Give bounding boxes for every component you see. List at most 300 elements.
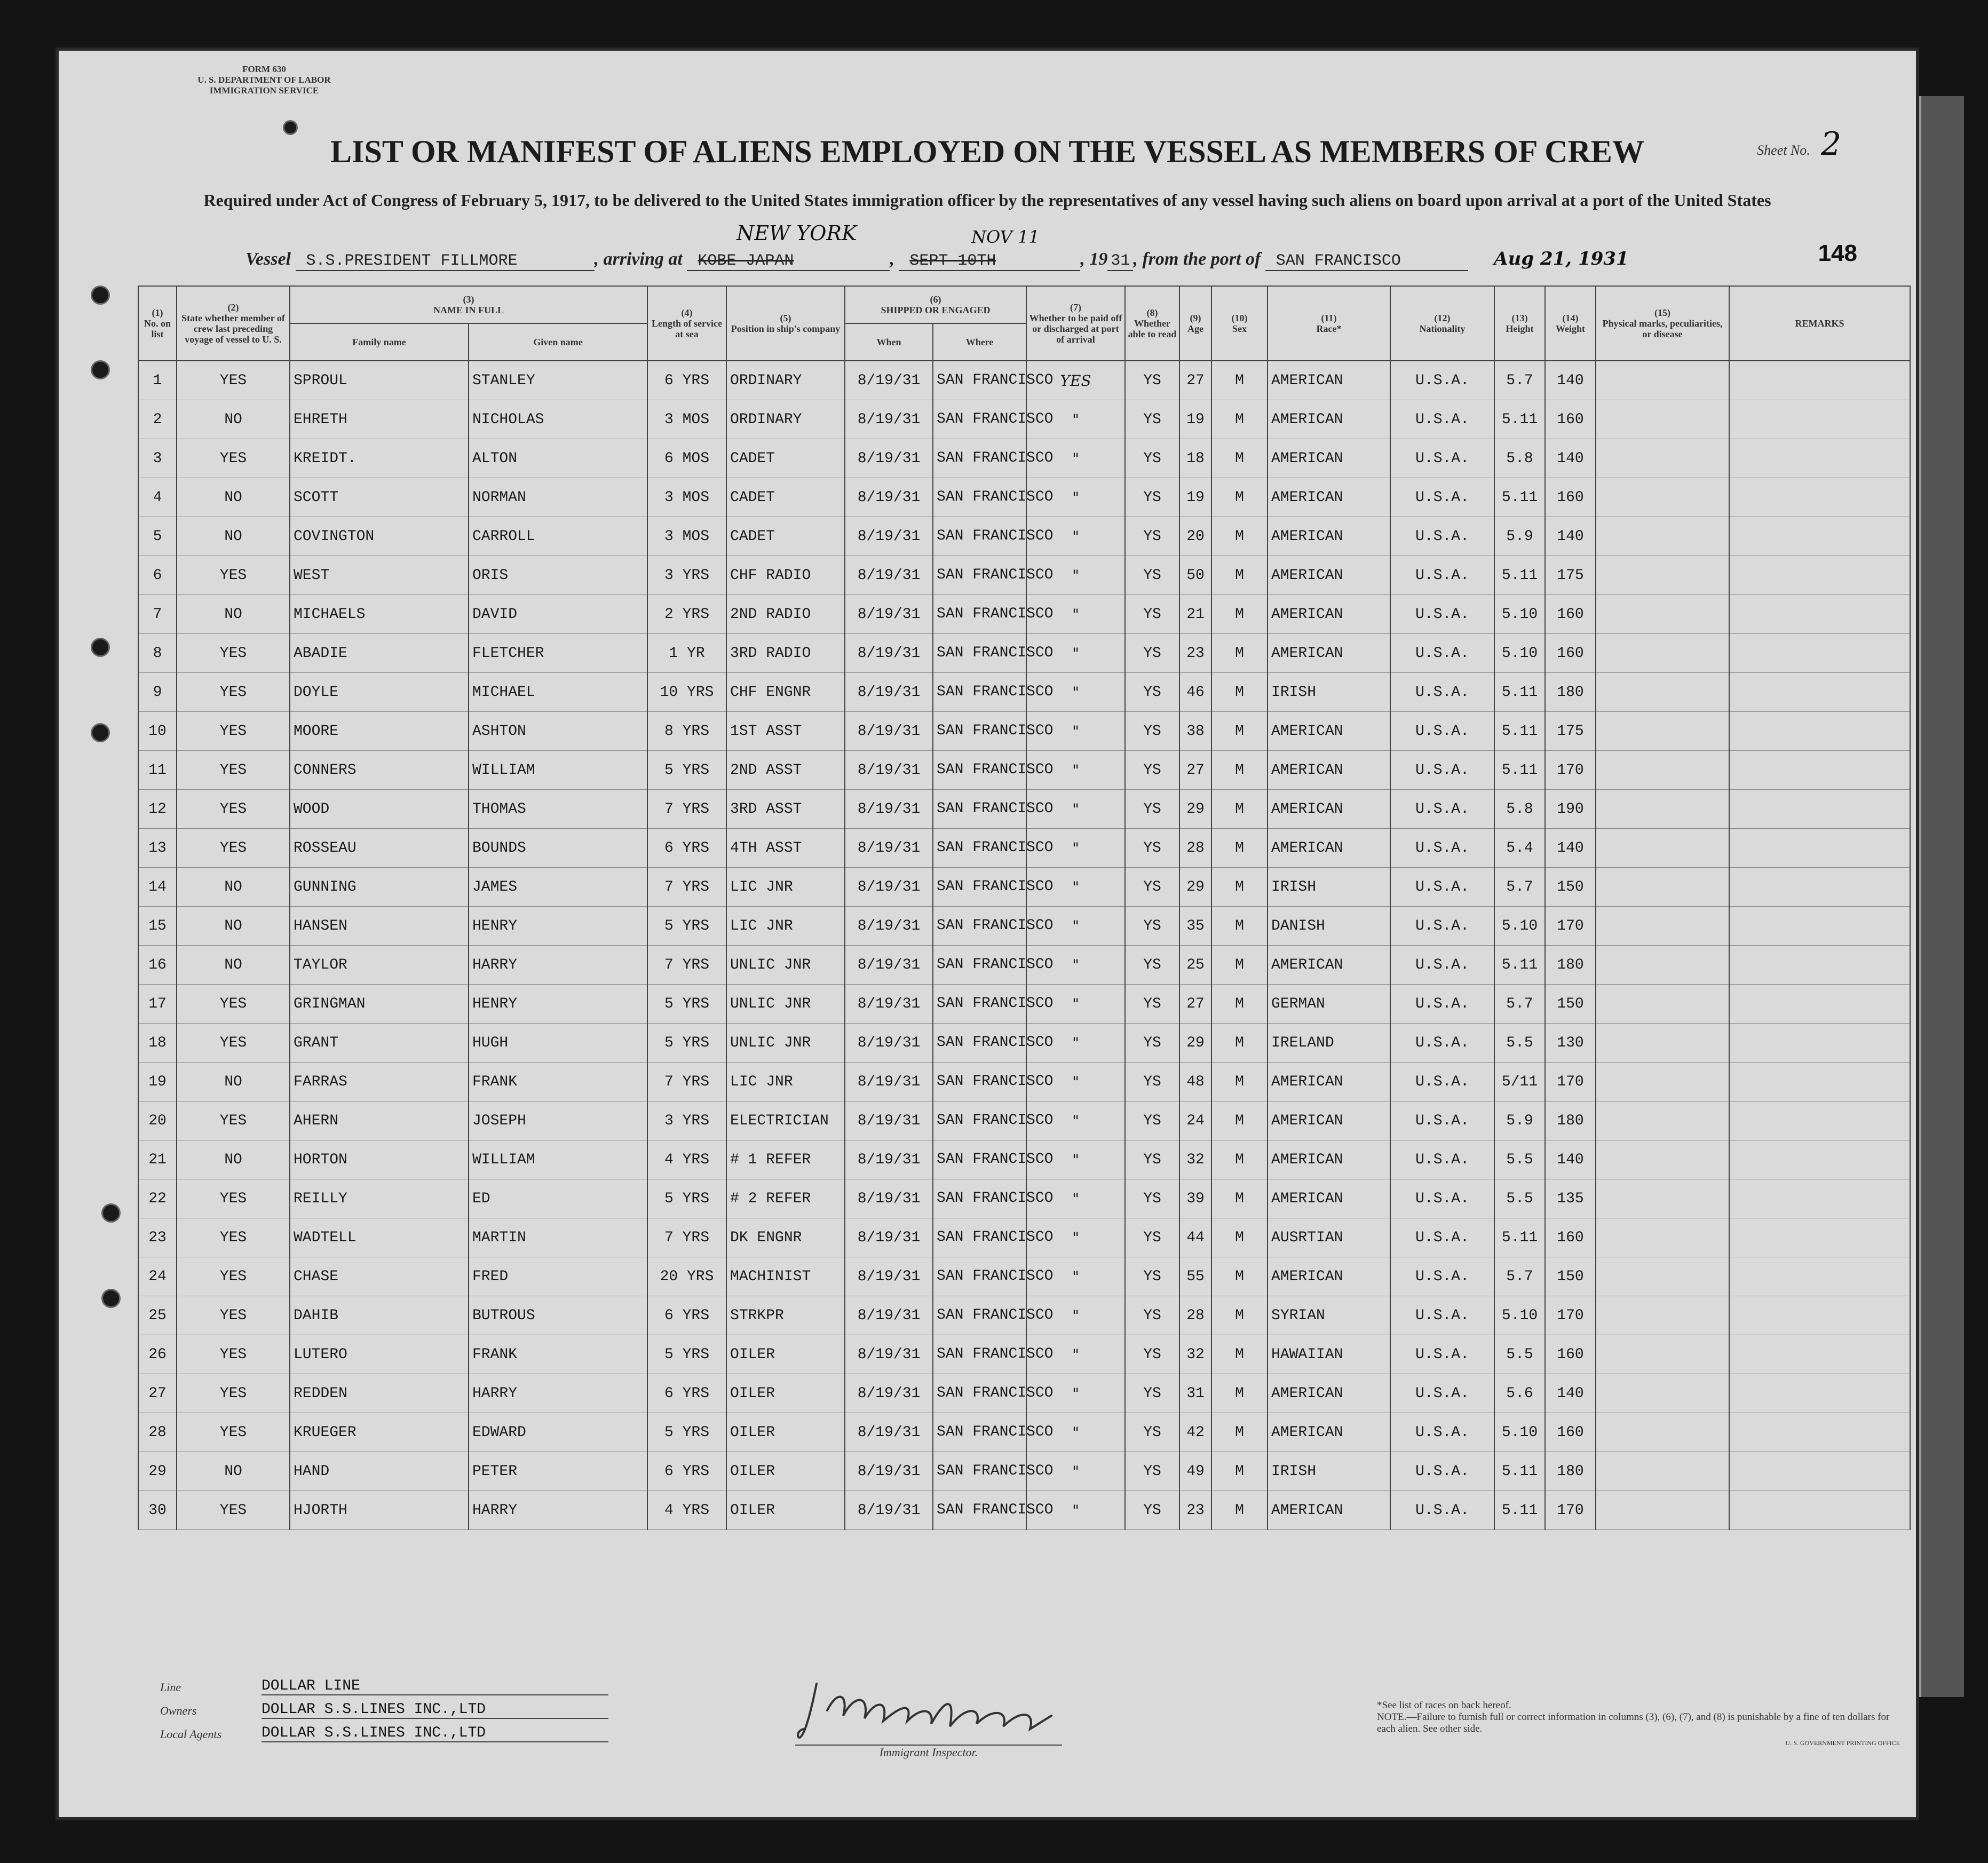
row-number: 18 — [138, 1024, 177, 1063]
previous-voyage-cell: YES — [177, 1374, 290, 1413]
race-cell: AMERICAN — [1268, 1179, 1390, 1218]
weight-cell: 160 — [1545, 478, 1596, 517]
remarks-cell — [1729, 595, 1910, 634]
shipped-when-cell: 8/19/31 — [845, 361, 933, 400]
shipped-where-cell: SAN FRANCISCO — [933, 1296, 1026, 1335]
remarks-cell — [1729, 439, 1910, 478]
paid-off-cell: " — [1026, 1257, 1125, 1296]
previous-voyage-cell: YES — [177, 1179, 290, 1218]
height-cell: 5.7 — [1494, 361, 1545, 400]
able-read-cell: YS — [1125, 1413, 1179, 1452]
position-cell: 3RD ASST — [726, 790, 845, 829]
age-cell: 23 — [1179, 1491, 1211, 1530]
given-name-cell: FRANK — [469, 1063, 647, 1101]
age-cell: 29 — [1179, 1024, 1211, 1063]
given-name-cell: CARROLL — [469, 517, 647, 556]
weight-cell: 135 — [1545, 1179, 1596, 1218]
height-cell: 5.5 — [1494, 1179, 1545, 1218]
race-cell: AMERICAN — [1268, 1101, 1390, 1140]
remarks-cell — [1729, 1257, 1910, 1296]
age-cell: 39 — [1179, 1179, 1211, 1218]
family-name-cell: KREIDT. — [290, 439, 469, 478]
nationality-cell: U.S.A. — [1390, 907, 1494, 946]
weight-cell: 170 — [1545, 1063, 1596, 1101]
nationality-cell: U.S.A. — [1390, 595, 1494, 634]
row-number: 22 — [138, 1179, 177, 1218]
height-cell: 5.10 — [1494, 1413, 1545, 1452]
able-read-cell: YS — [1125, 1296, 1179, 1335]
previous-voyage-cell: YES — [177, 673, 290, 712]
given-name-cell: WILLIAM — [469, 751, 647, 790]
age-cell: 35 — [1179, 907, 1211, 946]
shipped-where-cell: SAN FRANCISCO — [933, 1140, 1026, 1179]
nationality-cell: U.S.A. — [1390, 1335, 1494, 1374]
height-cell: 5.11 — [1494, 673, 1545, 712]
shipped-where-cell: SAN FRANCISCO — [933, 1413, 1026, 1452]
sex-cell: M — [1211, 634, 1268, 673]
family-name-cell: DAHIB — [290, 1296, 469, 1335]
footer-notes — [1377, 1700, 1900, 1749]
weight-cell: 170 — [1545, 751, 1596, 790]
race-cell: IRISH — [1268, 673, 1390, 712]
arriving-port-typed: KOBE JAPAN — [687, 252, 890, 271]
sex-cell: M — [1211, 1024, 1268, 1063]
shipped-where-cell: SAN FRANCISCO — [933, 1452, 1026, 1491]
shipped-when-cell: 8/19/31 — [845, 1491, 933, 1530]
shipped-where-cell: SAN FRANCISCO — [933, 829, 1026, 868]
sex-cell: M — [1211, 1218, 1268, 1257]
remarks-cell — [1729, 1063, 1910, 1101]
family-name-cell: FARRAS — [290, 1063, 469, 1101]
shipped-when-cell: 8/19/31 — [845, 868, 933, 907]
manifest-page — [59, 51, 1916, 1817]
service-length-cell: 6 YRS — [647, 1374, 726, 1413]
family-name-cell: ABADIE — [290, 634, 469, 673]
physical-marks-cell — [1596, 673, 1729, 712]
shipped-where-cell: SAN FRANCISCO — [933, 1101, 1026, 1140]
race-cell: AMERICAN — [1268, 1491, 1390, 1530]
row-number: 3 — [138, 439, 177, 478]
paid-off-cell: " — [1026, 1413, 1125, 1452]
given-name-cell: ASHTON — [469, 712, 647, 751]
table-row — [138, 634, 1910, 673]
service-length-cell: 3 YRS — [647, 1101, 726, 1140]
family-name-cell: DOYLE — [290, 673, 469, 712]
given-name-cell: BUTROUS — [469, 1296, 647, 1335]
remarks-cell — [1729, 478, 1910, 517]
physical-marks-cell — [1596, 1218, 1729, 1257]
given-name-cell: HARRY — [469, 1374, 647, 1413]
nationality-cell: U.S.A. — [1390, 1218, 1494, 1257]
row-number: 4 — [138, 478, 177, 517]
service-length-cell: 4 YRS — [647, 1491, 726, 1530]
height-cell: 5.7 — [1494, 1257, 1545, 1296]
table-row — [138, 1452, 1910, 1491]
service-length-cell: 7 YRS — [647, 946, 726, 985]
weight-cell: 160 — [1545, 1413, 1596, 1452]
paid-off-cell: " — [1026, 1140, 1125, 1179]
race-cell: AMERICAN — [1268, 556, 1390, 595]
height-cell: 5.10 — [1494, 595, 1545, 634]
nationality-cell: U.S.A. — [1390, 712, 1494, 751]
able-read-cell: YS — [1125, 1024, 1179, 1063]
able-read-cell: YS — [1125, 361, 1179, 400]
shipped-when-cell: 8/19/31 — [845, 1374, 933, 1413]
nationality-cell: U.S.A. — [1390, 400, 1494, 439]
weight-cell: 190 — [1545, 790, 1596, 829]
page-subtitle: Required under Act of Congress of February 5, 1917, to be delivered to the United States immigration officer by the representatives of any vessel having such aliens on board upon arrival at a port of the United States — [203, 191, 1771, 210]
height-cell: 5.6 — [1494, 1374, 1545, 1413]
physical-marks-cell — [1596, 712, 1729, 751]
race-cell: AMERICAN — [1268, 634, 1390, 673]
age-cell: 25 — [1179, 946, 1211, 985]
sex-cell: M — [1211, 1063, 1268, 1101]
shipped-where-cell: SAN FRANCISCO — [933, 595, 1026, 634]
table-row — [138, 400, 1910, 439]
table-row — [138, 946, 1910, 985]
weight-cell: 160 — [1545, 595, 1596, 634]
shipped-when-cell: 8/19/31 — [845, 439, 933, 478]
col-age: (9) Age — [1179, 286, 1211, 361]
physical-marks-cell — [1596, 1257, 1729, 1296]
col-sex: (10) Sex — [1211, 286, 1268, 361]
row-number: 1 — [138, 361, 177, 400]
shipped-where-cell: SAN FRANCISCO — [933, 907, 1026, 946]
race-cell: AMERICAN — [1268, 1413, 1390, 1452]
height-cell: 5.4 — [1494, 829, 1545, 868]
remarks-cell — [1729, 868, 1910, 907]
weight-cell: 170 — [1545, 907, 1596, 946]
race-cell: AMERICAN — [1268, 751, 1390, 790]
physical-marks-cell — [1596, 1296, 1729, 1335]
shipped-when-cell: 8/19/31 — [845, 790, 933, 829]
age-cell: 32 — [1179, 1140, 1211, 1179]
row-number: 27 — [138, 1374, 177, 1413]
sex-cell: M — [1211, 1296, 1268, 1335]
position-cell: OILER — [726, 1374, 845, 1413]
previous-voyage-cell: YES — [177, 1491, 290, 1530]
able-read-cell: YS — [1125, 751, 1179, 790]
service-length-cell: 3 MOS — [647, 478, 726, 517]
previous-voyage-cell: NO — [177, 595, 290, 634]
weight-cell: 140 — [1545, 1374, 1596, 1413]
row-number: 16 — [138, 946, 177, 985]
shipped-where-cell: SAN FRANCISCO — [933, 946, 1026, 985]
family-name-cell: SCOTT — [290, 478, 469, 517]
table-row — [138, 517, 1910, 556]
age-cell: 23 — [1179, 634, 1211, 673]
age-cell: 50 — [1179, 556, 1211, 595]
shipped-when-cell: 8/19/31 — [845, 595, 933, 634]
binder-tab — [1916, 96, 1964, 1697]
table-row — [138, 712, 1910, 751]
able-read-cell: YS — [1125, 439, 1179, 478]
service-length-cell: 6 YRS — [647, 1296, 726, 1335]
height-cell: 5.11 — [1494, 400, 1545, 439]
family-name-cell: GRANT — [290, 1024, 469, 1063]
given-name-cell: JOSEPH — [469, 1101, 647, 1140]
remarks-cell — [1729, 517, 1910, 556]
given-name-cell: HARRY — [469, 946, 647, 985]
age-cell: 29 — [1179, 868, 1211, 907]
previous-voyage-cell: YES — [177, 790, 290, 829]
col-no: (1) No. on list — [138, 286, 177, 361]
race-cell: GERMAN — [1268, 985, 1390, 1024]
able-read-cell: YS — [1125, 400, 1179, 439]
family-name-cell: EHRETH — [290, 400, 469, 439]
physical-marks-cell — [1596, 634, 1729, 673]
shipped-when-cell: 8/19/31 — [845, 517, 933, 556]
shipped-when-cell: 8/19/31 — [845, 1140, 933, 1179]
shipped-when-cell: 8/19/31 — [845, 478, 933, 517]
shipped-where-cell: SAN FRANCISCO — [933, 1374, 1026, 1413]
remarks-cell — [1729, 1374, 1910, 1413]
weight-cell: 140 — [1545, 517, 1596, 556]
service-length-cell: 6 YRS — [647, 1452, 726, 1491]
age-cell: 28 — [1179, 1296, 1211, 1335]
able-read-cell: YS — [1125, 1491, 1179, 1530]
row-number: 6 — [138, 556, 177, 595]
punch-hole — [91, 360, 110, 379]
position-cell: UNLIC JNR — [726, 946, 845, 985]
age-cell: 44 — [1179, 1218, 1211, 1257]
row-number: 11 — [138, 751, 177, 790]
col-height: (13) Height — [1494, 286, 1545, 361]
inspector-label: Immigrant Inspector. — [795, 1745, 1062, 1759]
vessel-name: S.S.PRESIDENT FILLMORE — [296, 252, 595, 271]
remarks-cell — [1729, 634, 1910, 673]
previous-voyage-cell: YES — [177, 1335, 290, 1374]
sex-cell: M — [1211, 751, 1268, 790]
previous-voyage-cell: NO — [177, 1452, 290, 1491]
sex-cell: M — [1211, 439, 1268, 478]
height-cell: 5.11 — [1494, 751, 1545, 790]
age-cell: 19 — [1179, 478, 1211, 517]
family-name-cell: WADTELL — [290, 1218, 469, 1257]
table-row — [138, 751, 1910, 790]
paid-off-cell: " — [1026, 868, 1125, 907]
previous-voyage-cell: YES — [177, 751, 290, 790]
nationality-cell: U.S.A. — [1390, 985, 1494, 1024]
stamp-number: 148 — [1818, 240, 1857, 266]
able-read-cell: YS — [1125, 1218, 1179, 1257]
table-row — [138, 1218, 1910, 1257]
shipped-where-cell: SAN FRANCISCO — [933, 634, 1026, 673]
punch-hole — [91, 638, 110, 657]
remarks-cell — [1729, 1491, 1910, 1530]
height-cell: 5.11 — [1494, 946, 1545, 985]
previous-voyage-cell: NO — [177, 400, 290, 439]
sheet-value: 2 — [1820, 125, 1841, 163]
family-name-cell: WOOD — [290, 790, 469, 829]
nationality-cell: U.S.A. — [1390, 1452, 1494, 1491]
service-length-cell: 6 YRS — [647, 829, 726, 868]
race-cell: AUSRTIAN — [1268, 1218, 1390, 1257]
age-cell: 48 — [1179, 1063, 1211, 1101]
remarks-cell — [1729, 673, 1910, 712]
family-name-cell: CONNERS — [290, 751, 469, 790]
height-cell: 5.5 — [1494, 1140, 1545, 1179]
agents-label: Local Agents — [160, 1727, 222, 1741]
given-name-cell: STANLEY — [469, 361, 647, 400]
shipped-where-cell: SAN FRANCISCO — [933, 1257, 1026, 1296]
remarks-cell — [1729, 1179, 1910, 1218]
paid-off-cell: " — [1026, 1491, 1125, 1530]
age-cell: 55 — [1179, 1257, 1211, 1296]
position-cell: CHF RADIO — [726, 556, 845, 595]
age-cell: 32 — [1179, 1335, 1211, 1374]
given-name-cell: FLETCHER — [469, 634, 647, 673]
paid-off-cell: " — [1026, 673, 1125, 712]
previous-voyage-cell: YES — [177, 1257, 290, 1296]
sex-cell: M — [1211, 478, 1268, 517]
paid-off-cell: " — [1026, 1374, 1125, 1413]
shipped-where-cell: SAN FRANCISCO — [933, 400, 1026, 439]
row-number: 8 — [138, 634, 177, 673]
physical-marks-cell — [1596, 1491, 1729, 1530]
position-cell: 2ND ASST — [726, 751, 845, 790]
table-row — [138, 361, 1910, 400]
row-number: 23 — [138, 1218, 177, 1257]
shipped-when-cell: 8/19/31 — [845, 829, 933, 868]
height-cell: 5.11 — [1494, 1218, 1545, 1257]
shipped-when-cell: 8/19/31 — [845, 1296, 933, 1335]
position-cell: OILER — [726, 1335, 845, 1374]
height-cell: 5.11 — [1494, 556, 1545, 595]
race-cell: AMERICAN — [1268, 361, 1390, 400]
position-cell: CADET — [726, 439, 845, 478]
position-cell: 2ND RADIO — [726, 595, 845, 634]
weight-cell: 140 — [1545, 361, 1596, 400]
height-cell: 5.8 — [1494, 439, 1545, 478]
nationality-cell: U.S.A. — [1390, 673, 1494, 712]
sex-cell: M — [1211, 1335, 1268, 1374]
given-name-cell: FRANK — [469, 1335, 647, 1374]
sex-cell: M — [1211, 1101, 1268, 1140]
weight-cell: 150 — [1545, 1257, 1596, 1296]
col-weight: (14) Weight — [1545, 286, 1596, 361]
row-number: 28 — [138, 1413, 177, 1452]
nationality-cell: U.S.A. — [1390, 1101, 1494, 1140]
weight-cell: 140 — [1545, 1140, 1596, 1179]
position-cell: # 1 REFER — [726, 1140, 845, 1179]
table-row — [138, 1335, 1910, 1374]
shipped-when-cell: 8/19/31 — [845, 1335, 933, 1374]
sex-cell: M — [1211, 1452, 1268, 1491]
sex-cell: M — [1211, 400, 1268, 439]
paid-off-cell: " — [1026, 439, 1125, 478]
given-name-cell: THOMAS — [469, 790, 647, 829]
previous-voyage-cell: YES — [177, 985, 290, 1024]
given-name-cell: HARRY — [469, 1491, 647, 1530]
height-cell: 5.11 — [1494, 1452, 1545, 1491]
able-read-cell: YS — [1125, 1063, 1179, 1101]
paid-off-cell: " — [1026, 712, 1125, 751]
shipped-when-cell: 8/19/31 — [845, 712, 933, 751]
position-cell: UNLIC JNR — [726, 985, 845, 1024]
remarks-cell — [1729, 712, 1910, 751]
position-cell: LIC JNR — [726, 1063, 845, 1101]
remarks-cell — [1729, 361, 1910, 400]
previous-voyage-cell: YES — [177, 634, 290, 673]
remarks-cell — [1729, 946, 1910, 985]
position-cell: 3RD RADIO — [726, 634, 845, 673]
from-label: from the port of — [1142, 249, 1261, 269]
weight-cell: 160 — [1545, 1335, 1596, 1374]
physical-marks-cell — [1596, 556, 1729, 595]
family-name-cell: TAYLOR — [290, 946, 469, 985]
paid-off-cell: " — [1026, 1218, 1125, 1257]
given-name-cell: BOUNDS — [469, 829, 647, 868]
able-read-cell: YS — [1125, 1140, 1179, 1179]
service-length-cell: 5 YRS — [647, 751, 726, 790]
age-cell: 19 — [1179, 400, 1211, 439]
shipped-where-cell: SAN FRANCISCO — [933, 1179, 1026, 1218]
shipped-when-cell: 8/19/31 — [845, 1452, 933, 1491]
service-length-cell: 3 YRS — [647, 556, 726, 595]
given-name-cell: HENRY — [469, 985, 647, 1024]
shipped-where-cell: SAN FRANCISCO — [933, 868, 1026, 907]
physical-marks-cell — [1596, 1335, 1729, 1374]
physical-marks-cell — [1596, 1452, 1729, 1491]
row-number: 2 — [138, 400, 177, 439]
able-read-cell: YS — [1125, 595, 1179, 634]
row-number: 20 — [138, 1101, 177, 1140]
paid-off-cell: " — [1026, 790, 1125, 829]
race-cell: AMERICAN — [1268, 595, 1390, 634]
punch-hole — [283, 120, 298, 135]
position-cell: 1ST ASST — [726, 712, 845, 751]
family-name-cell: HAND — [290, 1452, 469, 1491]
paid-off-cell: " — [1026, 907, 1125, 946]
paid-off-cell: " — [1026, 1101, 1125, 1140]
col-position: (5) Position in ship's company — [726, 286, 845, 361]
able-read-cell: YS — [1125, 517, 1179, 556]
table-row — [138, 673, 1910, 712]
sex-cell: M — [1211, 673, 1268, 712]
position-cell: OILER — [726, 1413, 845, 1452]
shipped-when-cell: 8/19/31 — [845, 946, 933, 985]
table-row — [138, 907, 1910, 946]
height-cell: 5.11 — [1494, 478, 1545, 517]
owners-value: DOLLAR S.S.LINES INC.,LTD — [262, 1701, 608, 1719]
sheet-label: Sheet No. — [1757, 142, 1810, 158]
nationality-cell: U.S.A. — [1390, 946, 1494, 985]
table-row — [138, 1296, 1910, 1335]
previous-voyage-cell: NO — [177, 1063, 290, 1101]
physical-marks-cell — [1596, 790, 1729, 829]
table-row — [138, 790, 1910, 829]
vessel-label: Vessel — [245, 249, 291, 269]
race-cell: AMERICAN — [1268, 1063, 1390, 1101]
nationality-cell: U.S.A. — [1390, 1296, 1494, 1335]
given-name-cell: MICHAEL — [469, 673, 647, 712]
previous-voyage-cell: YES — [177, 556, 290, 595]
sex-cell: M — [1211, 1491, 1268, 1530]
age-cell: 27 — [1179, 751, 1211, 790]
nationality-cell: U.S.A. — [1390, 1491, 1494, 1530]
table-row — [138, 829, 1910, 868]
race-cell: AMERICAN — [1268, 1140, 1390, 1179]
service-length-cell: 5 YRS — [647, 1413, 726, 1452]
shipped-when-cell: 8/19/31 — [845, 634, 933, 673]
crew-table — [138, 286, 1911, 1530]
position-cell: ELECTRICIAN — [726, 1101, 845, 1140]
shipped-when-cell: 8/19/31 — [845, 751, 933, 790]
table-row — [138, 1101, 1910, 1140]
handwritten-date: Aug 21, 1931 — [1494, 248, 1629, 269]
shipped-where-cell: SAN FRANCISCO — [933, 361, 1026, 400]
